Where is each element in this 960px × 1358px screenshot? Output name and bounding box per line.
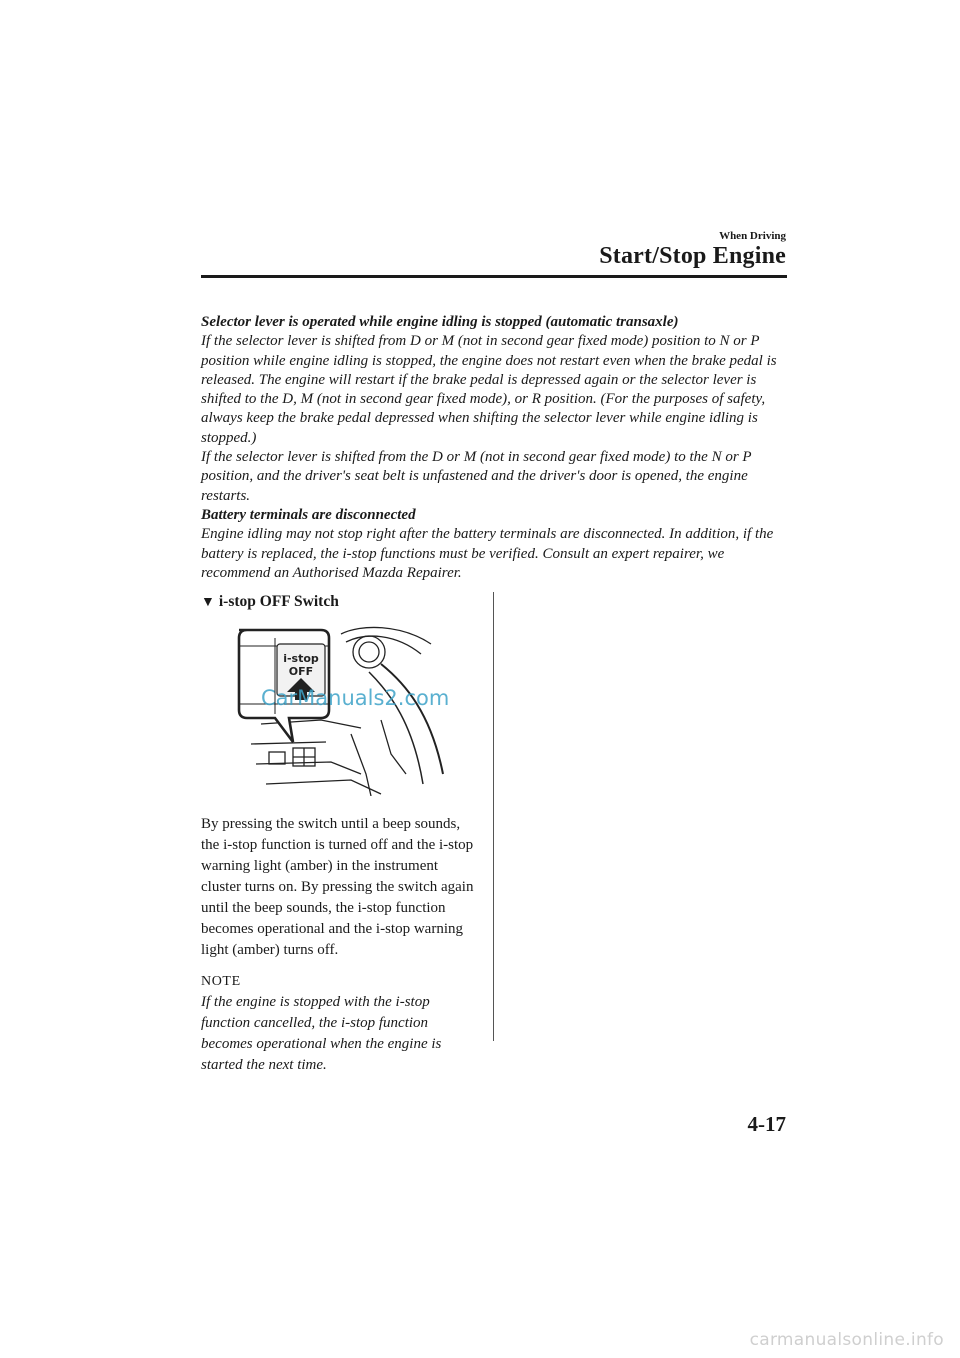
paragraph-selector-lever-1: If the selector lever is shifted from D or M (not in second gear fixed mode) position to N or P position while engine idling is stopped, the engine does not restart even when the brake pedal is released. The engine will restart if the brake pedal is depressed again or the selector lever is shifted to the D, M (not in second gear fixed mode), or R position. (For the purposes of safety, always keep the brake pedal depressed when shifting the selector lever while engine idling is stopped.)	[201, 333, 777, 446]
paragraph-selector-lever-2: If the selector lever is shifted from the D or M (not in second gear fixed mode) to the N or P position, and the driver's seat belt is unfastened and the driver's door is opened, the engine restarts.	[201, 449, 752, 504]
switch-label-line2: OFF	[288, 665, 314, 678]
watermark: CarManuals2.com	[261, 686, 450, 710]
section-label: When Driving	[719, 230, 786, 242]
subheading-selector-lever: Selector lever is operated while engine idling is stopped (automatic transaxle)	[201, 314, 679, 330]
section-heading	[201, 592, 479, 612]
switch-description: By pressing the switch until a beep sounds, the i-stop function is turned off and the i-stop warning light (amber) in the instrument cluster turns on. By pressing the switch again until the beep sounds, the i-stop function becomes operational and the i-stop warning light (amber) turns off.	[201, 816, 474, 958]
istop-switch-illustration	[231, 624, 451, 796]
page-number: 4-17	[747, 1112, 786, 1136]
subheading-battery: Battery terminals are disconnected	[201, 506, 416, 523]
note-label: NOTE	[201, 974, 241, 989]
footer-site: carmanualsonline.info	[749, 1330, 944, 1350]
triangle-marker-icon: ▼	[201, 595, 215, 610]
header-rule	[201, 275, 787, 278]
column-divider	[493, 592, 494, 1041]
note-text: If the engine is stopped with the i-stop function cancelled, the i-stop function becomes operational when the engine is started the next time.	[201, 994, 442, 1073]
istop-switch-section	[201, 592, 479, 1076]
switch-label-line1: i-stop	[283, 652, 319, 665]
section-heading-label: i-stop OFF Switch	[218, 593, 339, 610]
page-title: Start/Stop Engine	[599, 243, 786, 269]
dashboard-drawing	[231, 624, 451, 796]
intro-block	[201, 313, 791, 583]
paragraph-battery: Engine idling may not stop right after the battery terminals are disconnected. In addition, if the battery is replaced, the i-stop functions must be verified. Consult an expert repairer, we recommend an Authorised Mazda Repairer.	[201, 526, 774, 581]
